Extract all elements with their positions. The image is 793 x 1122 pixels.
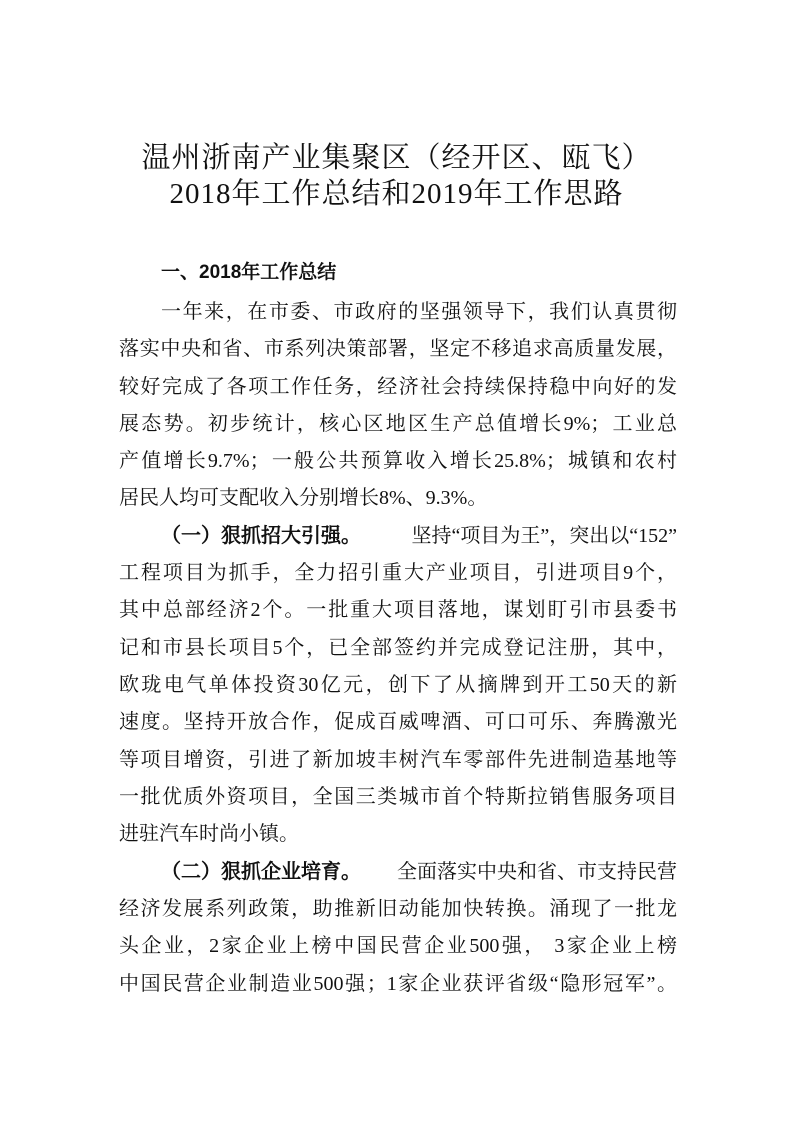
paragraph-line: 等项目增资，引进了新加坡丰树汽车零部件先进制造基地等 [119,749,677,771]
document-title-line-2: 2018年工作总结和2019年工作思路 [169,178,624,210]
paragraph-line: 其中总部经济2个。一批重大项目落地，谋划盯引市县委书 [119,599,677,621]
paragraph-line: 居民人均可支配收入分别增长8%、9.3%。 [119,487,488,509]
paragraph-line: 产值增长9.7%；一般公共预算收入增长25.8%；城镇和农村 [119,450,677,472]
paragraph-line: 速度。坚持开放合作，促成百威啤酒、可口可乐、奔腾激光 [119,711,677,733]
paragraph-line: 展态势。初步统计，核心区地区生产总值增长9%；工业总 [119,413,677,435]
item1-title: （一）狠抓招大引强。 [161,525,361,547]
paragraph-line: 经济发展系列政策，助推新旧动能加快转换。涌现了一批龙 [119,898,677,920]
paragraph-line: 一批优质外资项目，全国三类城市首个特斯拉销售服务项目 [119,786,677,808]
paragraph-line: 落实中央和省、市系列决策部署，坚定不移追求高质量发展， [119,338,677,360]
paragraph-line: 全面落实中央和省、市支持民营 [397,861,677,883]
paragraph-line: 欧珑电气单体投资30亿元，创下了从摘牌到开工50天的新 [119,674,677,696]
paragraph-line: 较好完成了各项工作任务，经济社会持续保持稳中向好的发 [119,376,677,398]
item1-first-line [161,522,677,550]
item2-first-line [161,858,677,886]
item2-title: （二）狠抓企业培育。 [161,861,361,883]
paragraph-line: 工程项目为抓手，全力招引重大产业项目，引进项目9个， [119,562,677,584]
paragraph-line: 坚持“项目为王”，突出以“152” [411,525,677,547]
paragraph-line: 中国民营企业制造业500强；1家企业获评省级“隐形冠军”。 [119,973,677,995]
paragraph-line: 记和市县长项目5个，已全部签约并完成登记注册，其中， [119,637,677,659]
paragraph-line: 进驻汽车时尚小镇。 [119,823,299,845]
section-heading: 一、2018年工作总结 [161,262,337,283]
paragraph-line: 一年来，在市委、市政府的坚强领导下，我们认真贯彻 [161,301,677,323]
document-title-line-1: 温州浙南产业集聚区（经开区、瓯飞） [141,142,652,174]
paragraph-line: 头企业，2家企业上榜中国民营企业500强， 3家企业上榜 [119,935,677,957]
